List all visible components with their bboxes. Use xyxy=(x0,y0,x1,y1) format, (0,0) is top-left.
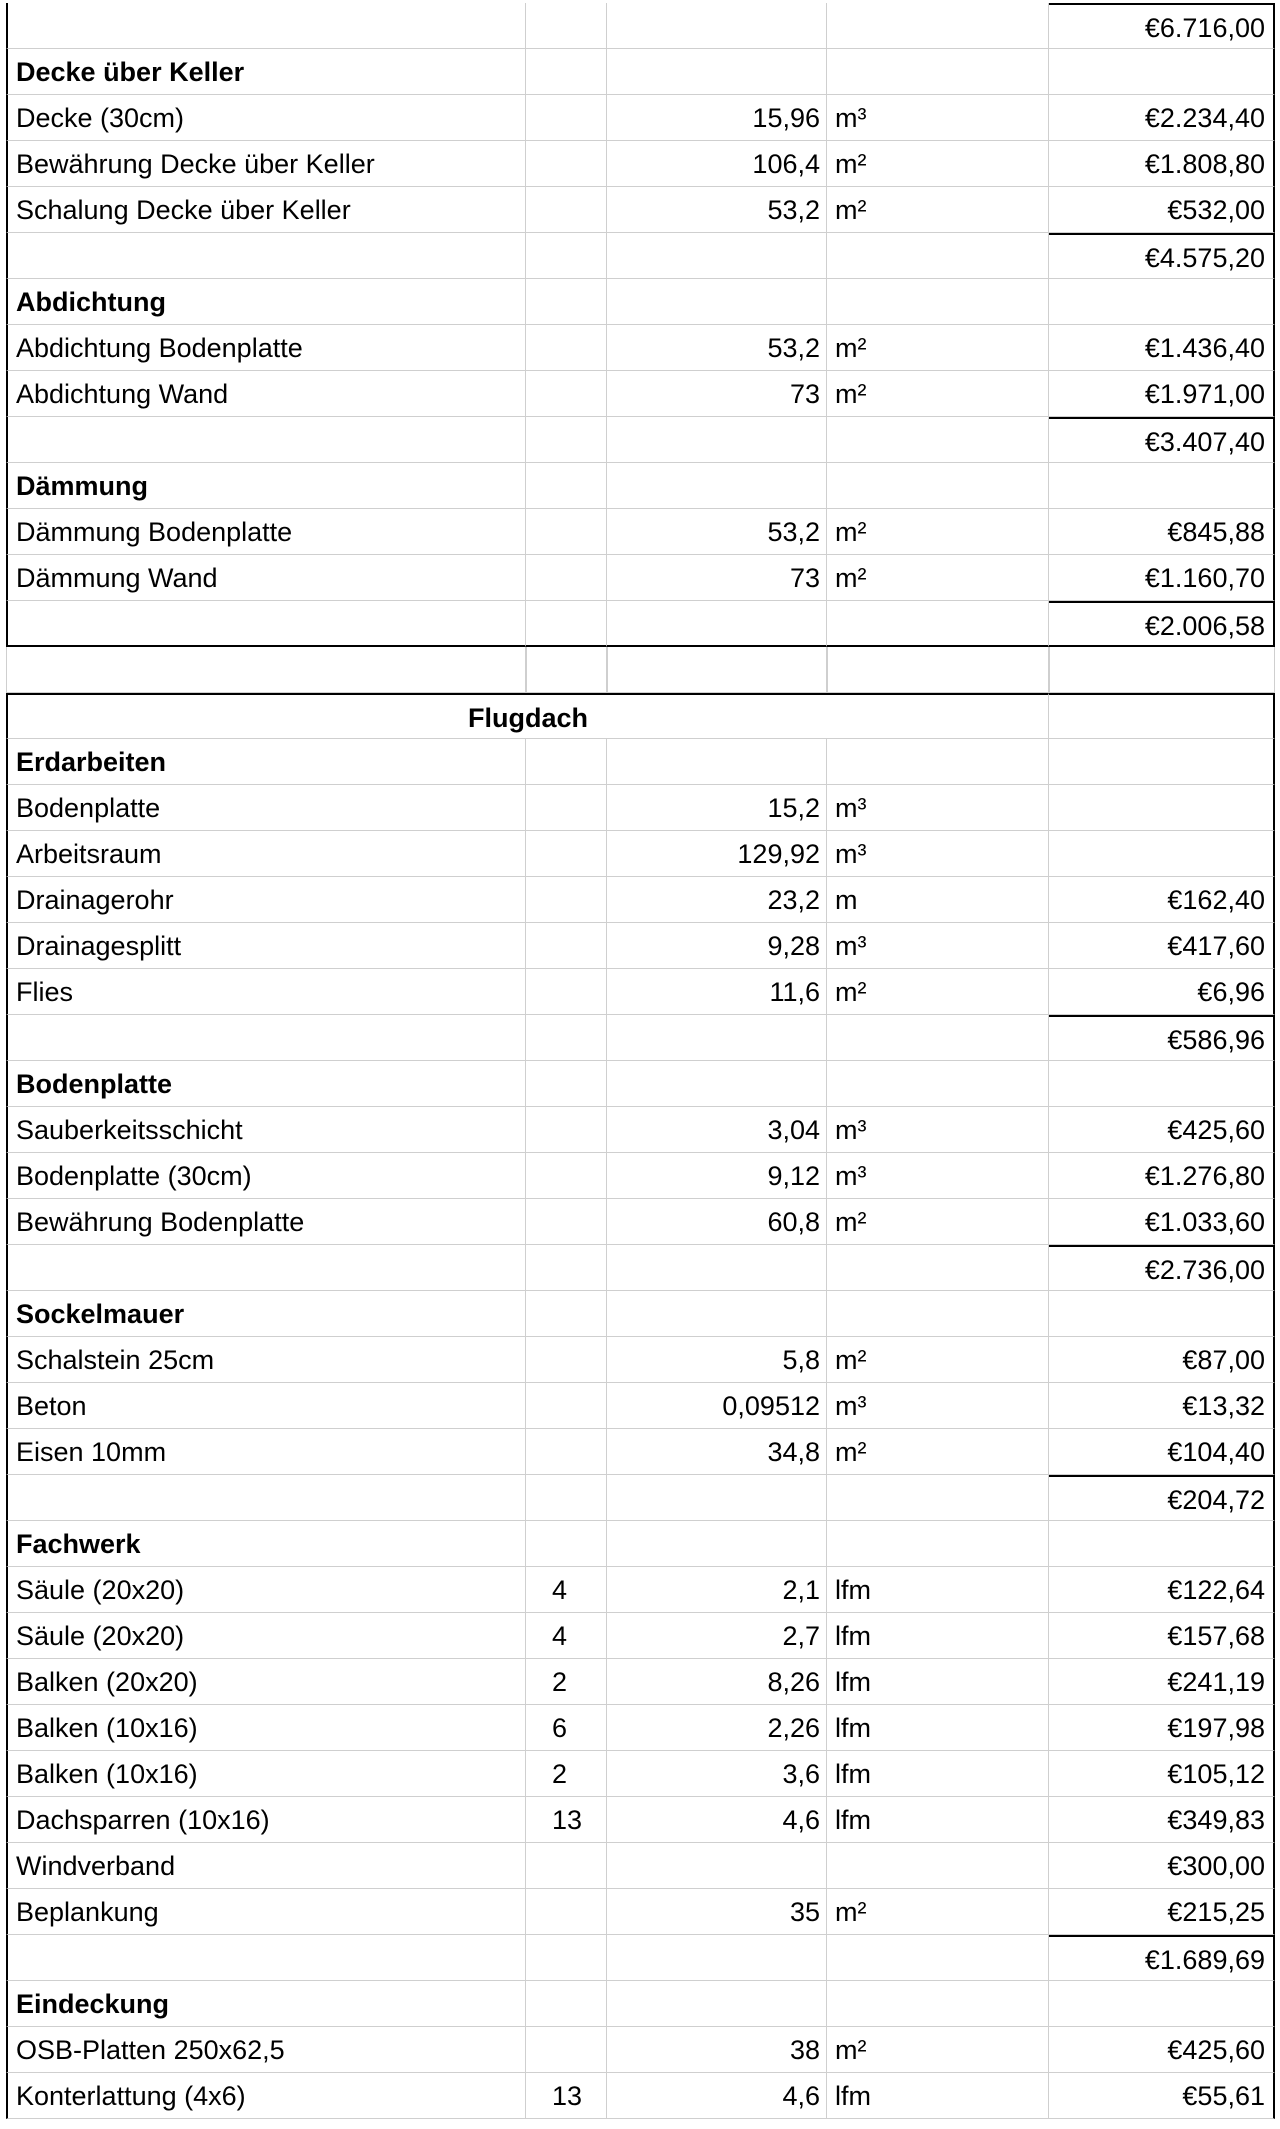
quantity-cell[interactable]: 15,96 xyxy=(607,95,827,141)
name-cell[interactable]: Bodenplatte xyxy=(6,1061,526,1107)
unit-cell[interactable] xyxy=(827,279,1049,325)
quantity-cell[interactable]: 4,6 xyxy=(607,2073,827,2119)
table-row xyxy=(6,325,1276,371)
name-cell[interactable]: Drainagesplitt xyxy=(6,923,526,969)
name-cell[interactable]: Säule (20x20) xyxy=(6,1567,526,1613)
table-row xyxy=(6,923,1276,969)
name-cell[interactable] xyxy=(6,3,526,49)
quantity-cell[interactable]: 34,8 xyxy=(607,1429,827,1475)
quantity-cell[interactable]: 129,92 xyxy=(607,831,827,877)
count-cell[interactable] xyxy=(526,509,607,555)
name-cell[interactable]: Sauberkeitsschicht xyxy=(6,1107,526,1153)
unit-cell[interactable] xyxy=(827,417,1049,463)
table-row xyxy=(6,1797,1276,1843)
price-cell[interactable]: €1.436,40 xyxy=(1049,325,1275,371)
unit-cell[interactable]: m xyxy=(827,877,1049,923)
table-row xyxy=(6,1751,1276,1797)
unit-cell[interactable]: m² xyxy=(827,555,1049,601)
quantity-cell[interactable] xyxy=(607,3,827,49)
unit-cell[interactable] xyxy=(827,1521,1049,1567)
name-cell[interactable]: Sockelmauer xyxy=(6,1291,526,1337)
unit-cell[interactable]: m² xyxy=(827,371,1049,417)
table-row xyxy=(6,1337,1276,1383)
unit-cell[interactable]: m³ xyxy=(827,95,1049,141)
unit-cell[interactable]: m³ xyxy=(827,1107,1049,1153)
quantity-cell[interactable] xyxy=(607,647,827,693)
quantity-cell[interactable] xyxy=(607,1015,827,1061)
quantity-cell[interactable] xyxy=(607,417,827,463)
unit-cell[interactable] xyxy=(827,49,1049,95)
count-cell[interactable] xyxy=(526,1015,607,1061)
price-cell[interactable]: €162,40 xyxy=(1049,877,1275,923)
quantity-cell[interactable]: 53,2 xyxy=(607,509,827,555)
quantity-cell[interactable] xyxy=(607,739,827,785)
price-cell[interactable]: €2.736,00 xyxy=(1049,1245,1275,1291)
table-row xyxy=(6,371,1276,417)
unit-cell[interactable]: m² xyxy=(827,1199,1049,1245)
name-cell[interactable]: Arbeitsraum xyxy=(6,831,526,877)
table-row xyxy=(6,831,1276,877)
quantity-cell[interactable] xyxy=(607,1981,827,2027)
count-cell[interactable] xyxy=(526,877,607,923)
table-row xyxy=(6,785,1276,831)
price-cell[interactable] xyxy=(1049,279,1275,325)
price-cell[interactable]: €204,72 xyxy=(1049,1475,1275,1521)
quantity-cell[interactable]: 3,6 xyxy=(607,1751,827,1797)
unit-cell[interactable]: m² xyxy=(827,1337,1049,1383)
count-cell[interactable] xyxy=(526,1981,607,2027)
price-cell[interactable] xyxy=(1049,693,1275,739)
price-cell[interactable]: €3.407,40 xyxy=(1049,417,1275,463)
price-cell[interactable]: €1.808,80 xyxy=(1049,141,1275,187)
price-cell[interactable] xyxy=(1049,1061,1275,1107)
unit-cell[interactable] xyxy=(827,1475,1049,1521)
count-cell[interactable] xyxy=(526,785,607,831)
group-heading-row xyxy=(6,1291,1276,1337)
count-cell[interactable] xyxy=(526,1153,607,1199)
quantity-cell[interactable]: 60,8 xyxy=(607,1199,827,1245)
section-title-row xyxy=(6,693,1276,739)
unit-cell[interactable] xyxy=(827,1843,1049,1889)
table-row xyxy=(6,141,1276,187)
price-cell[interactable]: €845,88 xyxy=(1049,509,1275,555)
name-cell[interactable]: Dämmung Bodenplatte xyxy=(6,509,526,555)
quantity-cell[interactable]: 9,12 xyxy=(607,1153,827,1199)
subtotal-row xyxy=(6,3,1276,49)
quantity-cell[interactable] xyxy=(607,1245,827,1291)
count-cell[interactable] xyxy=(526,141,607,187)
count-cell[interactable] xyxy=(526,1935,607,1981)
table-row xyxy=(6,1429,1276,1475)
unit-cell[interactable]: m³ xyxy=(827,923,1049,969)
unit-cell[interactable]: lfm xyxy=(827,1751,1049,1797)
quantity-cell[interactable]: 0,09512 xyxy=(607,1383,827,1429)
quantity-cell[interactable]: 4,6 xyxy=(607,1797,827,1843)
price-cell[interactable]: €425,60 xyxy=(1049,2027,1275,2073)
count-cell[interactable] xyxy=(526,95,607,141)
unit-cell[interactable]: m³ xyxy=(827,831,1049,877)
price-cell[interactable]: €532,00 xyxy=(1049,187,1275,233)
unit-cell[interactable]: lfm xyxy=(827,1613,1049,1659)
table-row xyxy=(6,1889,1276,1935)
name-cell[interactable]: Balken (20x20) xyxy=(6,1659,526,1705)
quantity-cell[interactable]: 2,1 xyxy=(607,1567,827,1613)
price-cell[interactable]: €13,32 xyxy=(1049,1383,1275,1429)
name-cell[interactable] xyxy=(6,1935,526,1981)
section-title[interactable]: Flugdach xyxy=(6,693,1049,739)
unit-cell[interactable]: m² xyxy=(827,509,1049,555)
count-cell[interactable] xyxy=(526,417,607,463)
name-cell[interactable]: Säule (20x20) xyxy=(6,1613,526,1659)
table-row xyxy=(6,187,1276,233)
table-row xyxy=(6,1153,1276,1199)
unit-cell[interactable] xyxy=(827,1291,1049,1337)
quantity-cell[interactable]: 3,04 xyxy=(607,1107,827,1153)
price-cell[interactable]: €215,25 xyxy=(1049,1889,1275,1935)
quantity-cell[interactable] xyxy=(607,49,827,95)
unit-cell[interactable]: m² xyxy=(827,1429,1049,1475)
price-cell[interactable]: €1.276,80 xyxy=(1049,1153,1275,1199)
price-cell[interactable]: €425,60 xyxy=(1049,1107,1275,1153)
price-cell[interactable]: €1.971,00 xyxy=(1049,371,1275,417)
count-cell[interactable] xyxy=(526,1383,607,1429)
unit-cell[interactable]: m² xyxy=(827,969,1049,1015)
price-cell[interactable]: €87,00 xyxy=(1049,1337,1275,1383)
unit-cell[interactable] xyxy=(827,739,1049,785)
name-cell[interactable]: Bodenplatte (30cm) xyxy=(6,1153,526,1199)
price-cell[interactable]: €241,19 xyxy=(1049,1659,1275,1705)
quantity-cell[interactable] xyxy=(607,1935,827,1981)
price-cell[interactable]: €1.033,60 xyxy=(1049,1199,1275,1245)
count-cell[interactable] xyxy=(526,647,607,693)
unit-cell[interactable] xyxy=(827,601,1049,647)
price-cell[interactable]: €586,96 xyxy=(1049,1015,1275,1061)
name-cell[interactable]: Bewährung Decke über Keller xyxy=(6,141,526,187)
quantity-cell[interactable] xyxy=(607,1521,827,1567)
price-cell[interactable]: €1.160,70 xyxy=(1049,555,1275,601)
unit-cell[interactable]: m³ xyxy=(827,1383,1049,1429)
unit-cell[interactable] xyxy=(827,233,1049,279)
price-cell[interactable]: €1.689,69 xyxy=(1049,1935,1275,1981)
name-cell[interactable]: Erdarbeiten xyxy=(6,739,526,785)
subtotal-row xyxy=(6,1015,1276,1061)
price-cell[interactable] xyxy=(1049,49,1275,95)
unit-cell[interactable]: lfm xyxy=(827,1705,1049,1751)
price-cell[interactable] xyxy=(1049,1981,1275,2027)
price-cell[interactable]: €197,98 xyxy=(1049,1705,1275,1751)
quantity-cell[interactable] xyxy=(607,233,827,279)
name-cell[interactable]: Eindeckung xyxy=(6,1981,526,2027)
name-cell[interactable] xyxy=(6,601,526,647)
price-cell[interactable]: €55,61 xyxy=(1049,2073,1275,2119)
count-cell[interactable] xyxy=(526,1107,607,1153)
name-cell[interactable]: Schalung Decke über Keller xyxy=(6,187,526,233)
price-cell[interactable]: €2.006,58 xyxy=(1049,601,1275,647)
count-cell[interactable] xyxy=(526,1337,607,1383)
name-cell[interactable] xyxy=(6,1475,526,1521)
unit-cell[interactable] xyxy=(827,1061,1049,1107)
price-cell[interactable]: €300,00 xyxy=(1049,1843,1275,1889)
unit-cell[interactable] xyxy=(827,1981,1049,2027)
count-cell[interactable] xyxy=(526,233,607,279)
price-cell[interactable] xyxy=(1049,1291,1275,1337)
price-cell[interactable]: €2.234,40 xyxy=(1049,95,1275,141)
unit-cell[interactable] xyxy=(827,1015,1049,1061)
quantity-cell[interactable]: 35 xyxy=(607,1889,827,1935)
group-heading-row xyxy=(6,1061,1276,1107)
table-row xyxy=(6,969,1276,1015)
subtotal-row xyxy=(6,601,1276,647)
name-cell[interactable]: Decke (30cm) xyxy=(6,95,526,141)
count-cell[interactable]: 13 xyxy=(526,2073,607,2119)
name-cell[interactable]: Schalstein 25cm xyxy=(6,1337,526,1383)
name-cell[interactable]: Balken (10x16) xyxy=(6,1705,526,1751)
name-cell[interactable]: Beplankung xyxy=(6,1889,526,1935)
quantity-cell[interactable]: 53,2 xyxy=(607,325,827,371)
count-cell[interactable] xyxy=(526,739,607,785)
price-cell[interactable] xyxy=(1049,831,1275,877)
name-cell[interactable]: Fachwerk xyxy=(6,1521,526,1567)
quantity-cell[interactable]: 5,8 xyxy=(607,1337,827,1383)
group-heading-row xyxy=(6,49,1276,95)
quantity-cell[interactable] xyxy=(607,1475,827,1521)
quantity-cell[interactable]: 73 xyxy=(607,555,827,601)
unit-cell[interactable] xyxy=(827,3,1049,49)
quantity-cell[interactable] xyxy=(607,601,827,647)
price-cell[interactable] xyxy=(1049,647,1275,693)
table-row xyxy=(6,509,1276,555)
quantity-cell[interactable]: 8,26 xyxy=(607,1659,827,1705)
quantity-cell[interactable]: 2,7 xyxy=(607,1613,827,1659)
unit-cell[interactable] xyxy=(827,1245,1049,1291)
quantity-cell[interactable]: 2,26 xyxy=(607,1705,827,1751)
subtotal-row xyxy=(6,417,1276,463)
name-cell[interactable]: Dämmung Wand xyxy=(6,555,526,601)
name-cell[interactable]: Abdichtung Bodenplatte xyxy=(6,325,526,371)
table-row xyxy=(6,1843,1276,1889)
name-cell[interactable]: Windverband xyxy=(6,1843,526,1889)
unit-cell[interactable]: m² xyxy=(827,325,1049,371)
count-cell[interactable] xyxy=(526,1843,607,1889)
unit-cell[interactable]: m³ xyxy=(827,1153,1049,1199)
unit-cell[interactable] xyxy=(827,647,1049,693)
quantity-cell[interactable]: 11,6 xyxy=(607,969,827,1015)
quantity-cell[interactable] xyxy=(607,463,827,509)
unit-cell[interactable]: m² xyxy=(827,141,1049,187)
unit-cell[interactable]: lfm xyxy=(827,1567,1049,1613)
name-cell[interactable]: Balken (10x16) xyxy=(6,1751,526,1797)
quantity-cell[interactable]: 106,4 xyxy=(607,141,827,187)
count-cell[interactable] xyxy=(526,1889,607,1935)
count-cell[interactable]: 4 xyxy=(526,1567,607,1613)
quantity-cell[interactable] xyxy=(607,1061,827,1107)
table-row xyxy=(6,1107,1276,1153)
count-cell[interactable]: 6 xyxy=(526,1705,607,1751)
unit-cell[interactable] xyxy=(827,463,1049,509)
unit-cell[interactable]: lfm xyxy=(827,1659,1049,1705)
count-cell[interactable] xyxy=(526,923,607,969)
name-cell[interactable]: Drainagerohr xyxy=(6,877,526,923)
name-cell[interactable]: Konterlattung (4x6) xyxy=(6,2073,526,2119)
table-row xyxy=(6,1613,1276,1659)
table-row xyxy=(6,877,1276,923)
table-row xyxy=(6,1567,1276,1613)
count-cell[interactable]: 4 xyxy=(526,1613,607,1659)
quantity-cell[interactable]: 9,28 xyxy=(607,923,827,969)
quantity-cell[interactable] xyxy=(607,279,827,325)
table-row xyxy=(6,1199,1276,1245)
count-cell[interactable]: 13 xyxy=(526,1797,607,1843)
group-heading-row xyxy=(6,1981,1276,2027)
count-cell[interactable] xyxy=(526,3,607,49)
name-cell[interactable] xyxy=(6,233,526,279)
price-cell[interactable]: €157,68 xyxy=(1049,1613,1275,1659)
count-cell[interactable] xyxy=(526,1199,607,1245)
name-cell[interactable]: Flies xyxy=(6,969,526,1015)
unit-cell[interactable]: m³ xyxy=(827,785,1049,831)
count-cell[interactable] xyxy=(526,371,607,417)
price-cell[interactable] xyxy=(1049,1521,1275,1567)
count-cell[interactable] xyxy=(526,1291,607,1337)
name-cell[interactable]: Decke über Keller xyxy=(6,49,526,95)
count-cell[interactable]: 2 xyxy=(526,1751,607,1797)
count-cell[interactable] xyxy=(526,1061,607,1107)
subtotal-row xyxy=(6,1245,1276,1291)
price-cell[interactable]: €417,60 xyxy=(1049,923,1275,969)
name-cell[interactable] xyxy=(6,1245,526,1291)
group-heading-row xyxy=(6,279,1276,325)
name-cell[interactable]: OSB-Platten 250x62,5 xyxy=(6,2027,526,2073)
name-cell[interactable]: Bewährung Bodenplatte xyxy=(6,1199,526,1245)
count-cell[interactable] xyxy=(526,601,607,647)
count-cell[interactable] xyxy=(526,831,607,877)
table-row xyxy=(6,1705,1276,1751)
group-heading-row xyxy=(6,739,1276,785)
name-cell[interactable]: Dämmung xyxy=(6,463,526,509)
price-cell[interactable]: €4.575,20 xyxy=(1049,233,1275,279)
price-cell[interactable]: €6,96 xyxy=(1049,969,1275,1015)
table-row xyxy=(6,1383,1276,1429)
unit-cell[interactable]: m² xyxy=(827,187,1049,233)
quantity-cell[interactable]: 15,2 xyxy=(607,785,827,831)
price-cell[interactable]: €122,64 xyxy=(1049,1567,1275,1613)
table-row xyxy=(6,2027,1276,2073)
count-cell[interactable] xyxy=(526,279,607,325)
table-row xyxy=(6,2073,1276,2119)
price-cell[interactable]: €105,12 xyxy=(1049,1751,1275,1797)
quantity-cell[interactable]: 53,2 xyxy=(607,187,827,233)
quantity-cell[interactable] xyxy=(607,1843,827,1889)
price-cell[interactable]: €349,83 xyxy=(1049,1797,1275,1843)
quantity-cell[interactable]: 23,2 xyxy=(607,877,827,923)
count-cell[interactable] xyxy=(526,969,607,1015)
price-cell[interactable] xyxy=(1049,739,1275,785)
group-heading-row xyxy=(6,463,1276,509)
name-cell[interactable] xyxy=(6,1015,526,1061)
unit-cell[interactable]: lfm xyxy=(827,1797,1049,1843)
quantity-cell[interactable]: 73 xyxy=(607,371,827,417)
name-cell[interactable]: Dachsparren (10x16) xyxy=(6,1797,526,1843)
count-cell[interactable]: 2 xyxy=(526,1659,607,1705)
count-cell[interactable] xyxy=(526,49,607,95)
count-cell[interactable] xyxy=(526,1245,607,1291)
table-row xyxy=(6,1659,1276,1705)
count-cell[interactable] xyxy=(526,2027,607,2073)
name-cell[interactable] xyxy=(6,647,526,693)
subtotal-row xyxy=(6,233,1276,279)
price-cell[interactable]: €6.716,00 xyxy=(1049,3,1275,49)
group-heading-row xyxy=(6,1521,1276,1567)
name-cell[interactable]: Abdichtung xyxy=(6,279,526,325)
count-cell[interactable] xyxy=(526,1429,607,1475)
count-cell[interactable] xyxy=(526,1521,607,1567)
unit-cell[interactable]: m² xyxy=(827,2027,1049,2073)
table-row xyxy=(6,95,1276,141)
spacer-row xyxy=(6,647,1276,693)
count-cell[interactable] xyxy=(526,555,607,601)
unit-cell[interactable] xyxy=(827,1935,1049,1981)
count-cell[interactable] xyxy=(526,1475,607,1521)
quantity-cell[interactable]: 38 xyxy=(607,2027,827,2073)
price-cell[interactable]: €104,40 xyxy=(1049,1429,1275,1475)
table-row xyxy=(6,555,1276,601)
count-cell[interactable] xyxy=(526,463,607,509)
unit-cell[interactable]: m² xyxy=(827,1889,1049,1935)
quantity-cell[interactable] xyxy=(607,1291,827,1337)
count-cell[interactable] xyxy=(526,187,607,233)
subtotal-row xyxy=(6,1475,1276,1521)
subtotal-row xyxy=(6,1935,1276,1981)
price-cell[interactable] xyxy=(1049,785,1275,831)
name-cell[interactable]: Eisen 10mm xyxy=(6,1429,526,1475)
name-cell[interactable]: Bodenplatte xyxy=(6,785,526,831)
price-cell[interactable] xyxy=(1049,463,1275,509)
unit-cell[interactable]: lfm xyxy=(827,2073,1049,2119)
name-cell[interactable]: Abdichtung Wand xyxy=(6,371,526,417)
count-cell[interactable] xyxy=(526,325,607,371)
name-cell[interactable]: Beton xyxy=(6,1383,526,1429)
name-cell[interactable] xyxy=(6,417,526,463)
